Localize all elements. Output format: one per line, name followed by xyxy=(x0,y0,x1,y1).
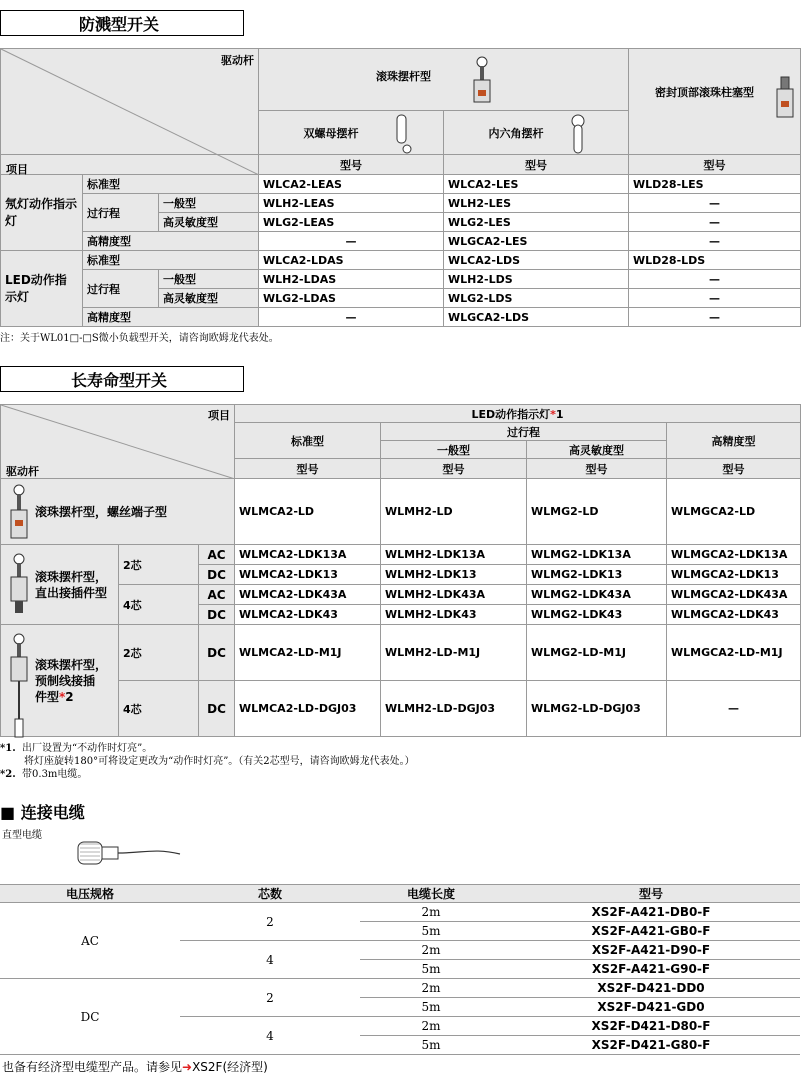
model-cell: WLMGCA2-LDK13A xyxy=(667,545,801,565)
model-cell: WLCA2-LDS xyxy=(444,251,629,270)
cores-2: 2 xyxy=(180,979,360,1017)
row-label-connector-a: 滚珠摆杆型， xyxy=(35,569,108,584)
model-cell: WLMG2-LDK43 xyxy=(527,605,667,625)
model-cell: WLMG2-LDK13A xyxy=(527,545,667,565)
cable-model: XS2F-D421-G80-F xyxy=(502,1036,800,1055)
cable-model: XS2F-A421-DB0-F xyxy=(502,903,800,922)
footnote-number: 1 xyxy=(555,407,564,421)
model-cell: WLMG2-LDK43A xyxy=(527,585,667,605)
roller-lever-screw-terminal-icon xyxy=(9,484,29,540)
cable-model: XS2F-D421-D80-F xyxy=(502,1017,800,1036)
model-cell: — xyxy=(629,194,801,213)
header-roller-lever: 滚珠摆杆型 xyxy=(376,69,431,83)
footnote-1 xyxy=(0,742,415,781)
model-cell: WLH2-LEAS xyxy=(259,194,444,213)
asterisk-mark: * xyxy=(550,407,556,421)
model-cell: WLCA2-LDAS xyxy=(259,251,444,270)
header-model: 型号 xyxy=(502,885,800,903)
label-high-sens: 高灵敏度型 xyxy=(163,292,218,305)
roller-lever-connector-icon xyxy=(9,553,29,615)
footer-text: 也备有经济型电缆型产品。请参见 xyxy=(2,1060,183,1074)
section-title-long-life: 长寿命型开关 xyxy=(0,366,244,392)
header-model: 型号 xyxy=(703,158,726,172)
header-item: 项目 xyxy=(208,409,231,422)
label-dc: DC xyxy=(207,701,226,716)
model-cell: — xyxy=(629,289,801,308)
row-label-screw-terminal: 滚珠摆杆型，螺丝端子型 xyxy=(35,505,168,519)
cable-footer xyxy=(2,1058,268,1075)
model-cell: WLMG2-LD-DGJ03 xyxy=(527,681,667,737)
cores-4: 4 xyxy=(180,941,360,979)
label-2-core: 2芯 xyxy=(123,646,142,660)
model-cell: — xyxy=(259,232,444,251)
label-dc: DC xyxy=(207,607,226,622)
label-std: 标准型 xyxy=(87,254,120,267)
diagonal-line xyxy=(1,49,259,175)
label-general: 一般型 xyxy=(163,197,196,210)
cores-4: 4 xyxy=(180,1017,360,1055)
model-cell: WLMGCA2-LD xyxy=(667,479,801,545)
model-cell: WLMH2-LDK13 xyxy=(381,565,527,585)
header-hex: 内六角摆杆 xyxy=(488,126,544,140)
row-label-pigtail-c: 件型 xyxy=(35,689,60,704)
footnote-1-text-b: 将灯座旋转180°可将设定更改为“动作时灯亮”。（有关2芯型号，请咨询欧姆龙代表处。） xyxy=(24,756,415,767)
model-cell: WLMGCA2-LDK13 xyxy=(667,565,801,585)
label-overtravel: 过行程 xyxy=(87,282,120,296)
model-cell: WLMCA2-LD-DGJ03 xyxy=(235,681,381,737)
cable-length: 2m xyxy=(360,1017,502,1036)
cable-length: 5m xyxy=(360,1036,502,1055)
header-high-prec: 高精度型 xyxy=(711,434,756,448)
label-high-prec: 高精度型 xyxy=(87,311,131,324)
model-cell: WLGCA2-LES xyxy=(444,232,629,251)
group-led: LED动作指示灯 xyxy=(5,272,67,304)
model-cell: WLMGCA2-LDK43 xyxy=(667,605,801,625)
footer-link[interactable]: XS2F(经济型) xyxy=(192,1060,268,1074)
model-cell: WLD28-LDS xyxy=(629,251,801,270)
cable-model: XS2F-D421-DD0 xyxy=(502,979,800,998)
header-model: 型号 xyxy=(442,462,465,476)
model-cell: WLMH2-LD-M1J xyxy=(381,625,527,681)
header-model: 型号 xyxy=(722,462,745,476)
model-cell: — xyxy=(667,681,801,737)
header-voltage: 电压规格 xyxy=(0,885,180,903)
model-cell: WLMG2-LD-M1J xyxy=(527,625,667,681)
header-item: 项目 xyxy=(6,163,28,176)
label-high-sens: 高灵敏度型 xyxy=(163,216,218,229)
model-cell: WLMH2-LD-DGJ03 xyxy=(381,681,527,737)
label-2-core: 2芯 xyxy=(123,558,142,572)
cable-icon xyxy=(74,836,184,872)
model-cell: WLMH2-LDK43 xyxy=(381,605,527,625)
header-general: 一般型 xyxy=(437,443,471,457)
label-std: 标准型 xyxy=(87,178,120,191)
model-cell: WLMH2-LDK13A xyxy=(381,545,527,565)
model-cell: WLMG2-LDK13 xyxy=(527,565,667,585)
header-model: 型号 xyxy=(585,462,608,476)
model-cell: WLMCA2-LDK13A xyxy=(235,545,381,565)
header-overtravel: 过行程 xyxy=(507,425,541,439)
model-cell: WLCA2-LES xyxy=(444,175,629,194)
cable-length: 5m xyxy=(360,922,502,941)
splashproof-table xyxy=(0,48,801,327)
model-cell: WLMH2-LD xyxy=(381,479,527,545)
row-label-pigtail-b: 预制线接插 xyxy=(35,673,96,688)
label-general: 一般型 xyxy=(163,273,196,286)
model-cell: — xyxy=(629,232,801,251)
model-cell: WLG2-LEAS xyxy=(259,213,444,232)
label-dc: DC xyxy=(207,645,226,660)
model-cell: WLD28-LES xyxy=(629,175,801,194)
footnote-2-text: 带0.3m电缆。 xyxy=(22,769,88,780)
model-cell: WLMCA2-LDK43A xyxy=(235,585,381,605)
model-cell: — xyxy=(259,308,444,327)
label-4-core: 4芯 xyxy=(123,598,142,612)
roller-lever-switch-icon xyxy=(471,56,493,104)
section1-note: 注：关于WL01□-□S微小负载型开关，请咨询欧姆龙代表处。 xyxy=(0,333,279,344)
footnote-2-mark: *2. xyxy=(0,769,16,780)
section-title-splashproof: 防溅型开关 xyxy=(0,10,244,36)
header-length: 电缆长度 xyxy=(360,885,502,903)
cable-length: 5m xyxy=(360,998,502,1017)
cable-length: 2m xyxy=(360,903,502,922)
cable-length: 2m xyxy=(360,941,502,960)
cable-model: XS2F-A421-GB0-F xyxy=(502,922,800,941)
row-label-pigtail-a: 滚珠摆杆型， xyxy=(35,657,108,672)
cable-table xyxy=(0,884,800,1055)
model-cell: — xyxy=(629,270,801,289)
label-ac: AC xyxy=(207,547,226,562)
model-cell: WLMGCA2-LDK43A xyxy=(667,585,801,605)
sealed-plunger-switch-icon xyxy=(775,75,795,119)
model-cell: — xyxy=(629,308,801,327)
cable-subtitle: 直型电缆 xyxy=(2,830,42,841)
label-high-prec: 高精度型 xyxy=(87,235,131,248)
header-actuator: 驱动杆 xyxy=(6,465,39,478)
voltage-dc: DC xyxy=(0,979,180,1055)
model-cell: WLG2-LDS xyxy=(444,289,629,308)
hex-lever-icon xyxy=(568,113,588,155)
model-cell: WLMH2-LDK43A xyxy=(381,585,527,605)
header-double-nut: 双螺母摆杆 xyxy=(303,126,359,140)
header-model: 型号 xyxy=(525,158,547,172)
header-led: LED动作指示灯 xyxy=(471,407,551,421)
double-nut-lever-icon xyxy=(393,113,413,155)
model-cell: WLH2-LDAS xyxy=(259,270,444,289)
header-model: 型号 xyxy=(340,158,362,172)
label-overtravel: 过行程 xyxy=(87,206,120,220)
footnote-1-mark: *1. xyxy=(0,743,16,754)
model-cell: WLG2-LES xyxy=(444,213,629,232)
group-neon: 氖灯动作指示灯 xyxy=(5,196,78,228)
cable-model: XS2F-A421-D90-F xyxy=(502,941,800,960)
header-std: 标准型 xyxy=(291,434,325,448)
model-cell: WLMCA2-LDK43 xyxy=(235,605,381,625)
header-high-sens: 高灵敏度型 xyxy=(569,443,625,457)
footnote-1-text-a: 出厂设置为“不动作时灯亮”。 xyxy=(22,743,153,754)
asterisk-mark: * xyxy=(59,689,66,704)
roller-lever-pigtail-icon xyxy=(9,633,29,741)
model-cell: WLMCA2-LD xyxy=(235,479,381,545)
cores-2: 2 xyxy=(180,903,360,941)
cable-model: XS2F-A421-G90-F xyxy=(502,960,800,979)
header-actuator: 驱动杆 xyxy=(221,54,254,67)
model-cell: WLG2-LDAS xyxy=(259,289,444,308)
label-dc: DC xyxy=(207,567,226,582)
model-cell: WLMCA2-LD-M1J xyxy=(235,625,381,681)
cable-length: 2m xyxy=(360,979,502,998)
section-title-cable: ■ 连接电缆 xyxy=(0,803,85,822)
row-label-connector-b: 直出接插件型 xyxy=(35,585,108,600)
header-sealed-plunger: 密封顶部滚珠柱塞型 xyxy=(655,85,754,99)
cable-length: 5m xyxy=(360,960,502,979)
label-4-core: 4芯 xyxy=(123,702,142,716)
arrow-right-icon: ➜ xyxy=(182,1060,193,1074)
cable-model: XS2F-D421-GD0 xyxy=(502,998,800,1017)
header-model: 型号 xyxy=(296,462,319,476)
model-cell: WLCA2-LEAS xyxy=(259,175,444,194)
model-cell: WLMG2-LD xyxy=(527,479,667,545)
model-cell: WLH2-LES xyxy=(444,194,629,213)
header-cores: 芯数 xyxy=(180,885,360,903)
voltage-ac: AC xyxy=(0,903,180,979)
model-cell: WLH2-LDS xyxy=(444,270,629,289)
footnote-number: 2 xyxy=(65,689,74,704)
model-cell: WLGCA2-LDS xyxy=(444,308,629,327)
model-cell: WLMCA2-LDK13 xyxy=(235,565,381,585)
model-cell: — xyxy=(629,213,801,232)
model-cell: WLMGCA2-LD-M1J xyxy=(667,625,801,681)
long-life-table xyxy=(0,404,801,737)
label-ac: AC xyxy=(207,587,226,602)
